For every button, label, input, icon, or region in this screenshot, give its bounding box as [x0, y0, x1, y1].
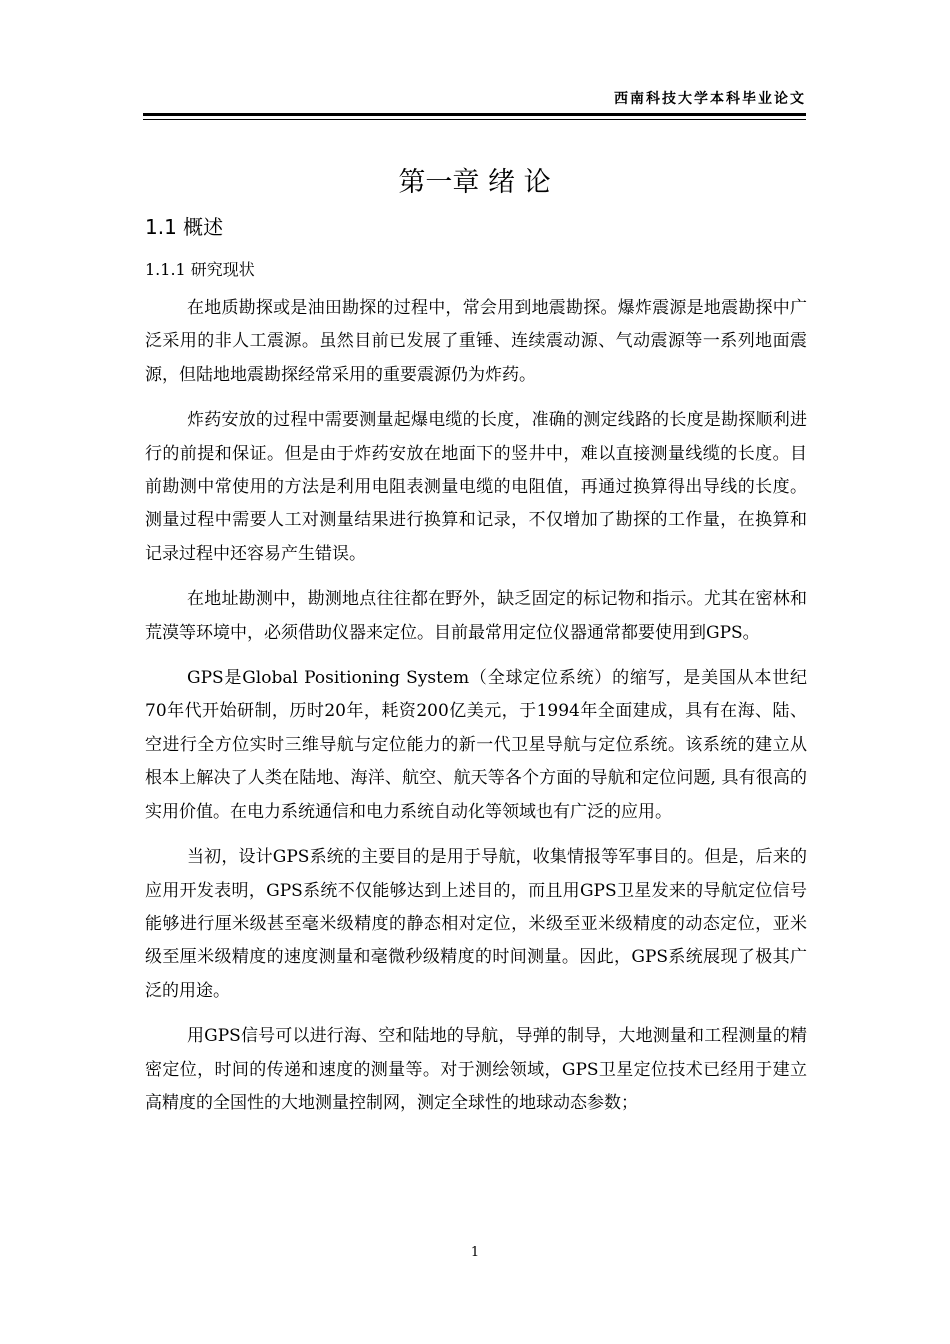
body-text: [145, 292, 807, 1132]
paragraph: GPS是Global Positioning System（全球定位系统）的缩写，是美国从本世纪70年代开始研制，历时20年，耗资200亿美元，于1994年全面建成，具有在海、陆、空进行全方位实时三维导航与定位能力的新一代卫星导航与定位系统。该系统的建立从根本上解决了人类在陆地、海洋、航空、航天等各个方面的导航和定位问题, 具有很高的实用价值。在电力系统通信和电力系统自动化等领域也有广泛的应用。: [145, 668, 807, 822]
page-number: 1: [470, 1245, 480, 1260]
paragraph: 在地质勘探或是油田勘探的过程中，常会用到地震勘探。爆炸震源是地震勘探中广泛采用的非人工震源。虽然目前已发展了重锤、连续震动源、气动震源等一系列地面震源，但陆地地震勘探经常采用的重要震源仍为炸药。: [145, 298, 807, 385]
subsection-title: 1.1.1 研究现状: [145, 260, 255, 279]
running-header: 西南科技大学本科毕业论文: [614, 91, 806, 107]
paragraph: 当初，设计GPS系统的主要目的是用于导航，收集情报等军事目的。但是，后来的应用开发表明，GPS系统不仅能够达到上述目的，而且用GPS卫星发来的导航定位信号能够进行厘米级甚至毫米级精度的静态相对定位，米级至亚米级精度的动态定位，亚米级至厘米级精度的速度测量和毫微秒级精度的时间测量。因此，GPS系统展现了极其广泛的用途。: [145, 847, 807, 1001]
header-rule-thick: [143, 113, 806, 116]
paragraph: 炸药安放的过程中需要测量起爆电缆的长度，准确的测定线路的长度是勘探顺利进行的前提和保证。但是由于炸药安放在地面下的竖井中，难以直接测量线缆的长度。目前勘测中常使用的方法是利用电阻表测量电缆的电阻值，再通过换算得出导线的长度。测量过程中需要人工对测量结果进行换算和记录，不仅增加了勘探的工作量，在换算和记录过程中还容易产生错误。: [145, 410, 807, 564]
paragraph: 在地址勘测中，勘测地点往往都在野外，缺乏固定的标记物和指示。尤其在密林和荒漠等环境中，必须借助仪器来定位。目前最常用定位仪器通常都要使用到GPS。: [145, 589, 807, 643]
section-title: 1.1 概述: [145, 215, 224, 239]
header-rule-thin: [143, 119, 806, 120]
paragraph: 用GPS信号可以进行海、空和陆地的导航，导弹的制导，大地测量和工程测量的精密定位，时间的传递和速度的测量等。对于测绘领域，GPS卫星定位技术已经用于建立高精度的全国性的大地测量控制网，测定全球性的地球动态参数；: [145, 1026, 807, 1113]
chapter-title: 第一章 绪 论: [398, 167, 551, 198]
